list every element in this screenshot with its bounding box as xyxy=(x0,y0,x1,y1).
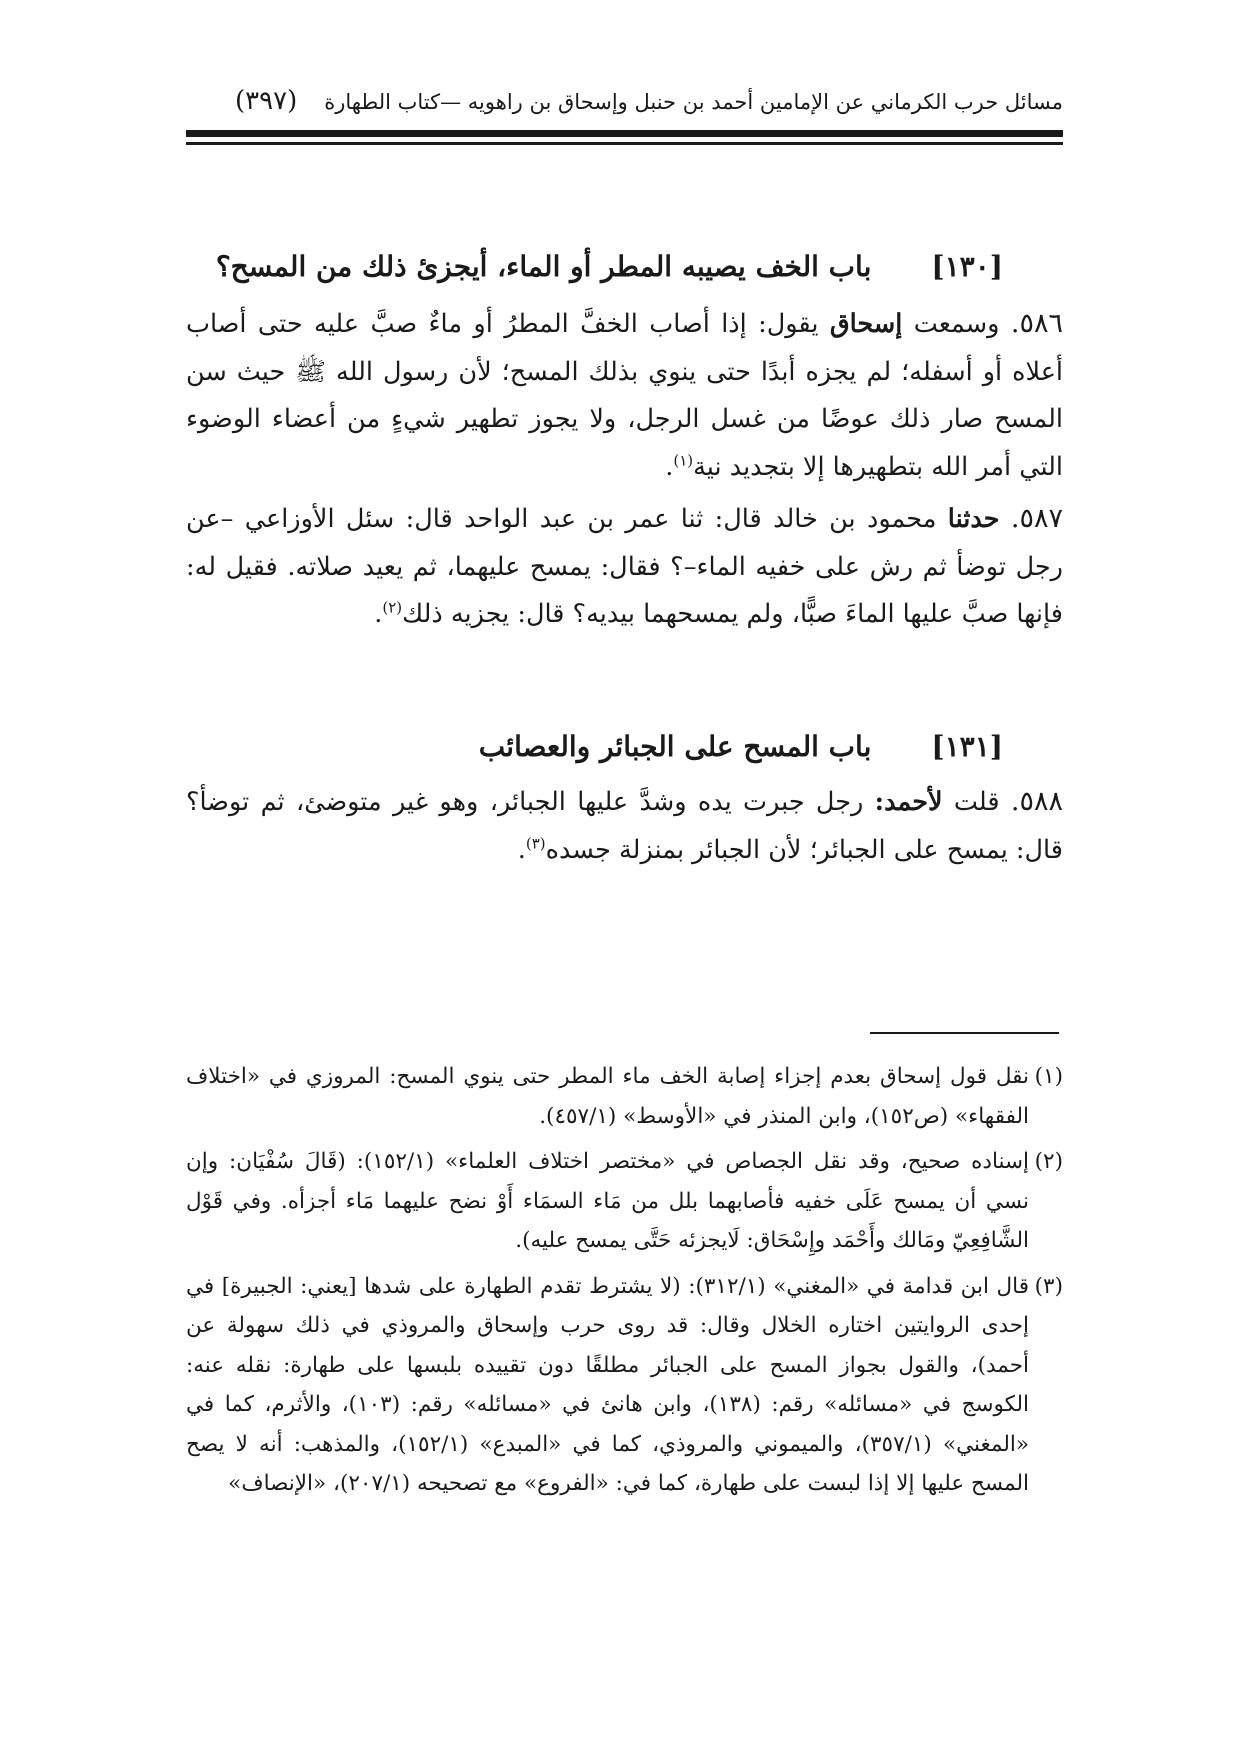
footnote-text: نقل قول إسحاق بعدم إجزاء إصابة الخف ماء المطر حتى ينوي المسح: المروزي في «اختلاف الفقهاء» (ص١٥٢)، وابن المنذر في «الأوسط» (٤٥٧/١). xyxy=(186,1064,1029,1129)
footnote-text: قال ابن قدامة في «المغني» (٣١٢/١): (لا يشترط تقدم الطهارة على شدها [يعني: الجبيرة] في إحدى الروايتين اختاره الخلال وقال: قد روى حرب وإسحاق والمروذي في ذلك سهولة عن أحمد)، والقول بجواز المسح على الجبائر مطلقًا دون تقييده بلبسها على طهارة: نقله عنه: الكوسج في «مسائله» رقم: (١٣٨)، وابن هانئ في «مسائله» رقم: (١٠٣)، والأثرم، كما في «المغني» (٣٥٧/١)، والميموني والمروذي، كما في «المبدع» (١٥٢/١)، والمذهب: أنه لا يصح المسح عليها إلا إذا لبست على طهارة، كما في: «الفروع» مع تصحيحه (٢٠٧/١)، «الإنصاف» xyxy=(186,1273,1029,1496)
footnote-text: إسناده صحيح، وقد نقل الجصاص في «مختصر اختلاف العلماء» (١٥٢/١): (قَالَ سُفْيَان: وإن نسي أن يمسح عَلَى خفيه فأصابهما بلل من مَاء السمَاء أَوْ نضح عليهما مَاء أجزأه. وفي قَوْل الشَّافِعِيّ ومَالك وأَحْمَد وإِسْحَاق: لَايجزئه حَتَّى يمسح عليه). xyxy=(186,1149,1029,1253)
issue-number: ٥٨٨. xyxy=(1010,786,1063,817)
header-rule-thick xyxy=(186,130,1063,137)
chapter-number: [١٣١] xyxy=(931,730,1003,763)
issue-number: ٥٨٧. xyxy=(1010,503,1063,534)
issue-end: . xyxy=(517,834,526,865)
issue-pre: قلت xyxy=(953,787,1000,817)
page-number: (٣٩٧) xyxy=(235,86,298,116)
running-header xyxy=(235,86,1063,126)
chapter-title: باب المسح على الجبائر والعصائب xyxy=(478,730,872,763)
header-rule-thin xyxy=(186,142,1063,145)
footnote-ref[interactable]: (١) xyxy=(673,451,694,469)
footnote-1 xyxy=(186,1057,1063,1136)
chapter-number: [١٣٠] xyxy=(931,250,1003,283)
issue-587 xyxy=(186,495,1063,645)
footnote-2 xyxy=(186,1142,1063,1261)
footnote-mark: (١) xyxy=(1034,1064,1063,1089)
footnote-ref[interactable]: (٢) xyxy=(382,598,403,617)
issue-text: رجل جبرت يده وشدَّ عليها الجبائر، وهو غير متوضئ، ثم توضأ؟ قال: يمسح على الجبائر؛ لأن الجبائر بمنزلة جسده xyxy=(186,787,1063,865)
issue-588 xyxy=(186,778,1063,878)
footnotes xyxy=(186,1057,1063,1510)
issue-586 xyxy=(186,300,1063,500)
footnote-mark: (٣) xyxy=(1034,1273,1063,1299)
issue-text: محمود بن خالد قال: ثنا عمر بن عبد الواحد قال: سئل الأوزاعي –عن رجل توضأ ثم رش على خفيه الماء–؟ فقال: يمسح عليهما، ثم يعيد صلاته. فقيل له: فإنها صبَّ عليها الماءَ صبًّا، ولم يمسحهما بيديه؟ قال: يجزيه ذلك xyxy=(186,504,1063,629)
issue-speaker: إسحاق xyxy=(829,309,903,339)
issue-end: . xyxy=(665,451,674,482)
footnote-ref[interactable]: (٣) xyxy=(525,834,546,852)
chapter-heading-130 xyxy=(216,250,1003,283)
issue-pre: وسمعت xyxy=(913,309,1000,339)
running-title: مسائل حرب الكرماني عن الإمامين أحمد بن حنبل وإسحاق بن راهويه —كتاب الطهارة xyxy=(324,90,1063,114)
issue-number: ٥٨٦. xyxy=(1010,308,1063,339)
issue-speaker: حدثنا xyxy=(947,504,1000,534)
chapter-heading-131 xyxy=(479,730,1003,763)
issue-end: . xyxy=(374,599,383,629)
chapter-title: باب الخف يصيبه المطر أو الماء، أيجزئ ذلك من المسح؟ xyxy=(215,250,872,283)
footnote-separator xyxy=(870,1032,1059,1034)
footnote-3 xyxy=(186,1267,1063,1504)
footnote-mark: (٢) xyxy=(1034,1149,1063,1174)
issue-speaker: لأحمد: xyxy=(874,787,943,817)
issue-text: يقول: إذا أصاب الخفَّ المطرُ أو ماءٌ صبَّ عليه حتى أصاب أعلاه أو أسفله؛ لم يجزه أبدًا حتى ينوي بذلك المسح؛ لأن رسول الله ﷺ حيث سن المسح صار ذلك عوضًا من غسل الرجل، ولا يجوز تطهير شيءٍ من أعضاء الوضوء التي أمر الله بتطهيرها إلا بتجديد نية xyxy=(186,309,1063,482)
